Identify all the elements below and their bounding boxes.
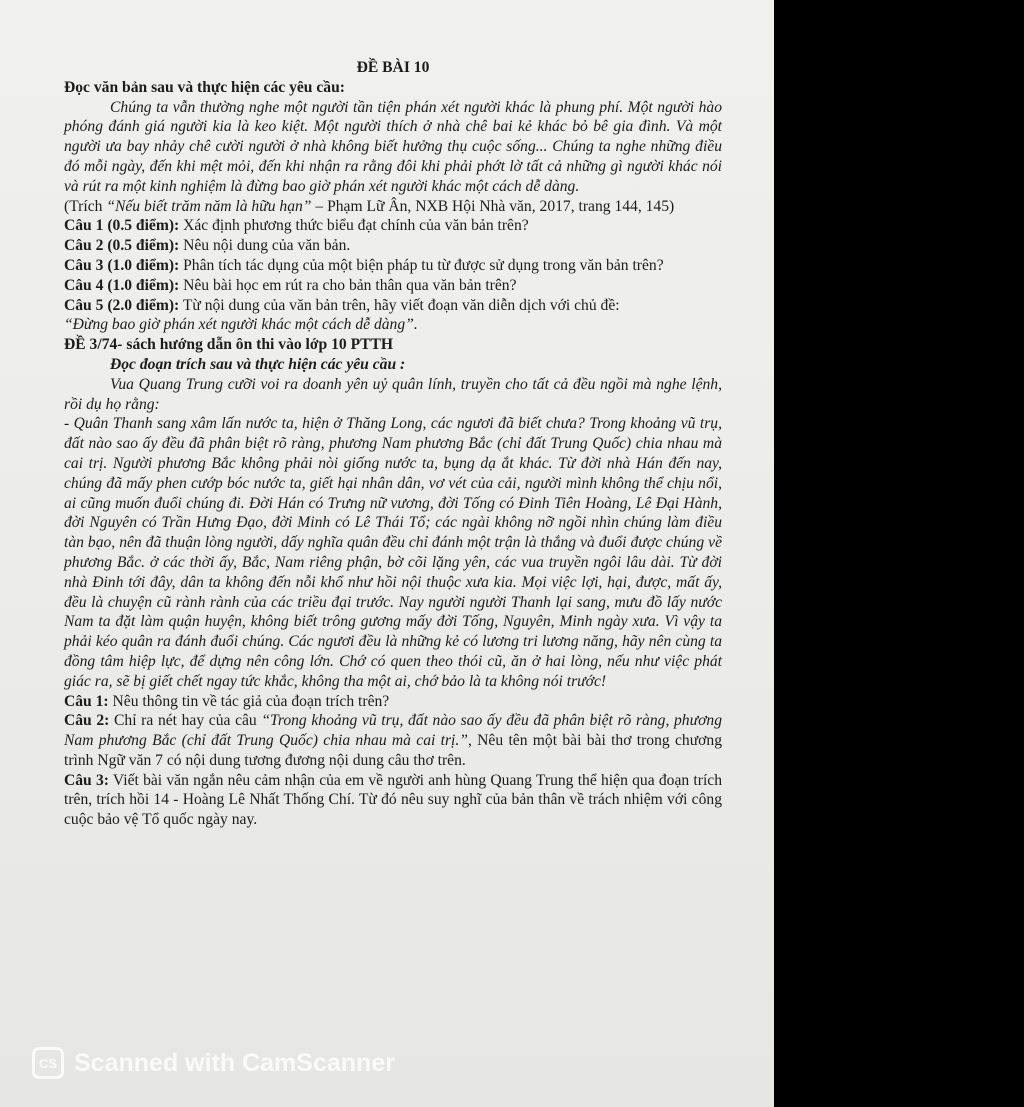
page-title: ĐỀ BÀI 10 — [356, 59, 430, 76]
question-label: Câu 1 (0.5 điểm): — [64, 217, 180, 235]
source-prefix: (Trích — [64, 197, 107, 215]
source-rest: – Phạm Lữ Ân, NXB Hội Nhà văn, 2017, trang 144, 145) — [311, 197, 675, 215]
watermark-text: Scanned with CamScanner — [74, 1048, 395, 1077]
document-body — [64, 58, 722, 830]
question-quote: “Trong khoảng vũ trụ, đất nào sao ấy đều đã phân biệt rõ ràng, phương Nam phương Bắc (chỉ đất Trung Quốc) chia nhau mà cai trị.” — [64, 712, 723, 750]
de3-passage: - Quân Thanh sang xâm lấn nước ta, hiện ở Thăng Long, các ngươi đã biết chưa? Trong khoảng vũ trụ, đất nào sao ấy đều đã phân biệt rõ ràng, phương Nam phương Bắc (chỉ đất Trung Quốc) chia nhau mà cai trị. Người phương Bắc không phải nòi giống nước ta, bụng dạ ắt khác. Từ đời nhà Hán đến nay, chúng đã mấy phen cướp bóc nước ta, giết hại nhân dân, vơ vét của cải, người mình không thể chịu nổi, ai cũng muốn đuổi chúng đi. Đời Hán có Trưng nữ vương, đời Tống có Đinh Tiên Hoàng, Lê Đại Hành, đời Nguyên có Trần Hưng Đạo, đời Minh có Lê Thái Tổ; các ngài không nỡ ngồi nhìn chúng làm điều tàn bạo, nên đã thuận lòng người, dấy nghĩa quân đều chỉ đánh một trận là thắng và đuổi được chúng về phương Bắc. ở các thời ấy, Bắc, Nam riêng phận, bờ cõi lặng yên, các vua truyền ngôi lâu dài. Từ đời nhà Đinh tới đây, dân ta không đến nỗi khổ như hồi nội thuộc xưa kia. Mọi việc lợi, hại, được, mất ấy, đều là chuyện cũ rành rành của các triều đại trước. Nay người người Thanh lại sang, mưu đồ lấy nước Nam ta đặt làm quận huyện, không biết trông gương mấy đời Tống, Nguyên, Minh ngày xưa. Vì vậy ta phải kéo quân ra đánh đuổi chúng. Các ngươi đều là những kẻ có lương tri lương năng, hãy nên cùng ta đồng tâm hiệp lực, để dựng nên công lớn. Chớ có quen theo thói cũ, ăn ở hai lòng, nếu như việc phát giác ra, sẽ bị giết chết ngay tức khắc, không tha một ai, chớ bảo là ta không nói trước! — [64, 415, 722, 690]
question-text: Viết bài văn ngắn nêu cảm nhận của em về người anh hùng Quang Trung thể hiện qua đoạn trích trên, trích hồi 14 - Hoàng Lê Nhất Thống Chí. Từ đó nêu suy nghĩ của bản thân về trách nhiệm với công cuộc bảo vệ Tổ quốc ngày nay. — [64, 771, 722, 829]
question-text-rest: , Nêu tên một bài bài thơ trong chương trình Ngữ văn 7 có nội dung tương đương nội dung câu thơ trên. — [64, 732, 722, 769]
de3-question-2 — [64, 711, 722, 770]
camscanner-logo-icon: CS — [32, 1047, 64, 1079]
de3-heading: ĐỀ 3/74- sách hướng dẫn ôn thi vào lớp 10 PTTH — [64, 336, 394, 354]
question-text: Nêu bài học em rút ra cho bản thân qua văn bản trên? — [179, 276, 517, 294]
question-text: Phân tích tác dụng của một biện pháp tu từ được sử dụng trong văn bản trên? — [179, 256, 664, 274]
de10-question-3 — [64, 256, 722, 276]
question-label: Câu 3 (1.0 điểm): — [64, 256, 180, 274]
de3-instruction: Đọc đoạn trích sau và thực hiện các yêu cầu : — [110, 355, 406, 373]
question-label: Câu 2: — [64, 712, 110, 730]
question-5-topic: “Đừng bao giờ phán xét người khác một cách dễ dàng”. — [64, 316, 418, 334]
de10-passage: Chúng ta vẫn thường nghe một người tần tiện phán xét người khác là phung phí. Một người hào phóng đánh giá người kia là keo kiệt. Một người thích ở nhà chê bai kẻ khác bỏ bê gia đình. Và một người ưa bay nhảy chê cười người ở nhà không biết hưởng thụ cuộc sống... Chúng ta nghe những điều đó mỗi ngày, đến khi mệt mỏi, đến khi nhận ra rằng đôi khi phải phớt lờ tất cả những gì người khác nói và rút ra một kinh nghiệm là đừng bao giờ phán xét người khác một cách dễ dàng. — [64, 98, 722, 195]
question-label: Câu 4 (1.0 điểm): — [64, 276, 180, 294]
question-text: Nêu thông tin về tác giả của đoạn trích trên? — [108, 692, 390, 710]
de10-instruction: Đọc văn bản sau và thực hiện các yêu cầu: — [64, 78, 345, 96]
question-label: Câu 1: — [64, 692, 109, 710]
de10-source — [64, 197, 722, 217]
de10-question-1 — [64, 216, 722, 236]
de10-question-4 — [64, 276, 722, 296]
question-text: Nêu nội dung của văn bản. — [179, 237, 351, 255]
de10-question-5 — [64, 296, 722, 336]
question-label: Câu 3: — [64, 771, 109, 789]
camscanner-watermark — [32, 1046, 395, 1080]
de10-question-2 — [64, 236, 722, 256]
de3-intro: Vua Quang Trung cưỡi voi ra doanh yên uỷ quân lính, truyền cho tất cả đều ngồi mà nghe lệnh, rồi dụ họ rằng: — [64, 375, 722, 413]
question-label: Câu 2 (0.5 điểm): — [64, 237, 180, 255]
question-text: Từ nội dung của văn bản trên, hãy viết đoạn văn diễn dịch với chủ đề: — [179, 296, 620, 314]
de3-question-1 — [64, 692, 722, 712]
question-label: Câu 5 (2.0 điểm): — [64, 296, 180, 314]
question-text: Chỉ ra nét hay của câu — [109, 712, 262, 730]
question-text: Xác định phương thức biểu đạt chính của văn bản trên? — [179, 217, 529, 235]
de3-question-3 — [64, 771, 722, 830]
source-title: “Nếu biết trăm năm là hữu hạn” — [106, 197, 312, 215]
